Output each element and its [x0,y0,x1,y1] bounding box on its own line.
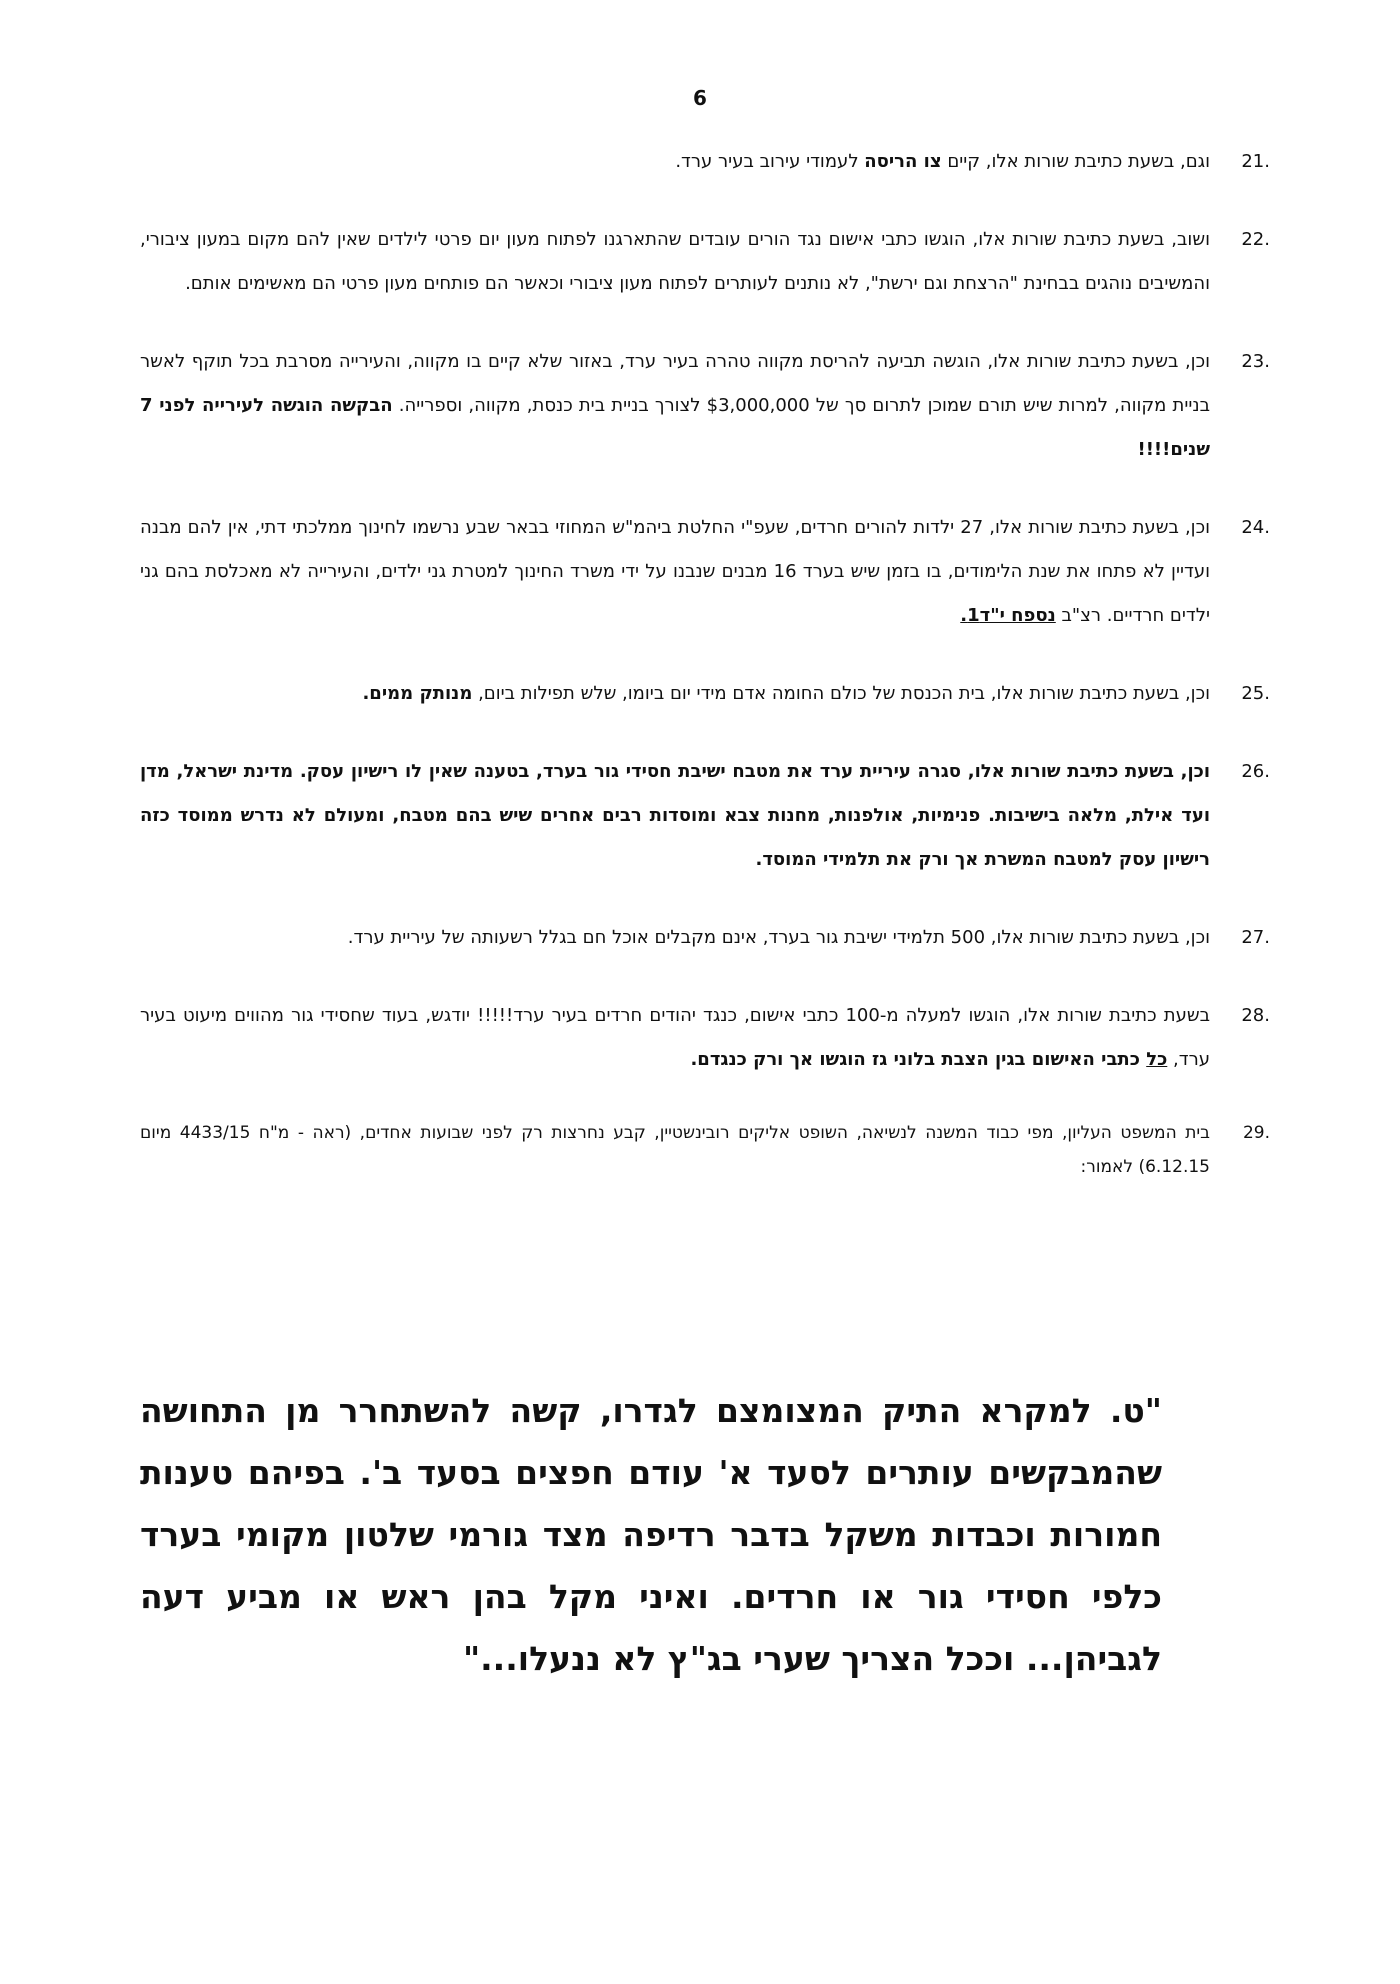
paragraph-number: 29. [1242,1123,1270,1143]
paragraph-number: 28. [1241,1005,1270,1026]
paragraph-text: נספח י"ד1. [960,605,1056,626]
paragraph-number: 23. [1241,351,1270,372]
court-quote: "ט. למקרא התיק המצומצם לגדרו, קשה להשתחרר מן התחושה שהמבקשים עותרים לסעד א' עודם חפצים בסעד ב'. בפיהם טענות חמורות וכבדות משקל בדבר רדיפה מצד גורמי שלטון מקומי בערד כלפי חסידי גור או חרדים. ואיני מקל בהן ראש או מביע דעה לגביהן... וככל הצריך שערי בג"ץ לא ננעלו..." [140,1391,1162,1678]
paragraph-text: צו הריסה [864,151,942,172]
numbered-paragraphs [140,140,1270,1218]
paragraph-26 [140,750,1270,882]
paragraph-24 [140,506,1270,638]
paragraph-29 [140,1116,1270,1184]
paragraph-text: וגם, בשעת כתיבת שורות אלו, קיים [941,151,1210,172]
paragraph-number: 22. [1241,229,1270,250]
paragraph-text: מנותק ממים. [362,683,473,704]
paragraph-text: בשעת כתיבת שורות אלו, הוגשו למעלה מ-100 כתבי אישום, כנגד יהודים חרדים בעיר ערד!!!!! יודגש, בעוד שחסידי גור מהווים מיעוט בעיר ערד, [140,1005,1211,1070]
paragraph-number: 27. [1241,927,1270,948]
paragraph-21 [140,140,1270,184]
page-number: 6 [693,86,707,110]
paragraph-25 [140,672,1270,716]
paragraph-text: וכן, בשעת כתיבת שורות אלו, 27 ילדות להורים חרדים, שעפ"י החלטת ביהמ"ש המחוזי בבאר שבע נרשמו לחינוך ממלכתי דתי, אין להם מבנה ועדיין לא פתחו את שנת הלימודים, בו בזמן שיש בערד 16 מבנים שנבנו על ידי משרד החינוך למטרת גני ילדים, והעירייה לא מאכלסת בהם גני ילדים חרדיים. רצ"ב [140,517,1210,626]
paragraph-text: כל [1146,1049,1168,1070]
paragraph-text: לעמודי עירוב בעיר ערד. [675,151,865,172]
paragraph-text: וכן, בשעת כתיבת שורות אלו, סגרה עיריית ערד את מטבח ישיבת חסידי גור בערד, בטענה שאין לו רישיון עסק. מדינת ישראל, מדן ועד אילת, מלאה בישיבות. פנימיות, אולפנות, מחנות צבא ומוסדות רבים אחרים שיש בהם מטבח, ומעולם לא נדרש ממוסד כזה רישיון עסק למטבח המשרת אך ורק את תלמידי המוסד. [140,761,1210,870]
paragraph-number: 21. [1241,151,1270,172]
paragraph-23 [140,340,1270,472]
paragraph-number: 25. [1241,683,1270,704]
paragraph-text: וכן, בשעת כתיבת שורות אלו, הוגשה תביעה להריסת מקווה טהרה בעיר ערד, באזור שלא קיים בו מקווה, והעירייה מסרבת בכל תוקף לאשר בניית מקווה, למרות שיש תורם שמוכן לתרום סך של $3,000,000 לצורך בניית בית כנסת, מקווה, וספרייה. [140,351,1211,416]
paragraph-number: 26. [1241,761,1270,782]
paragraph-22 [140,218,1270,306]
paragraph-text: כתבי האישום בגין הצבת בלוני גז הוגשו אך ורק כנגדם. [690,1049,1147,1070]
paragraph-text: וכן, בשעת כתיבת שורות אלו, בית הכנסת של כולם החומה אדם מידי יום ביומו, שלש תפילות ביום, [472,683,1210,704]
paragraph-28 [140,994,1270,1082]
paragraph-text: וכן, בשעת כתיבת שורות אלו, 500 תלמידי ישיבת גור בערד, אינם מקבלים אוכל חם בגלל רשעותה של עיריית ערד. [347,927,1210,948]
paragraph-text: ושוב, בשעת כתיבת שורות אלו, הוגשו כתבי אישום נגד הורים עובדים שהתארגנו לפתוח מעון יום פרטי לילדים שאין להם מקום במעון ציבורי, והמשיבים נוהגים בבחינת "הרצחת וגם ירשת", לא נותנים לעותרים לפתוח מעון ציבורי וכאשר הם פותחים מעון פרטי הם מאשימים אותם. [140,229,1210,294]
paragraph-27 [140,916,1270,960]
paragraph-text: בית המשפט העליון, מפי כבוד המשנה לנשיאה, השופט אליקים רובינשטיין, קבע נחרצות רק לפני שבועות אחדים, (ראה - מ"ח 4433/15 מיום 6.12.15) לאמור: [140,1123,1210,1177]
paragraph-text: הבקשה הוגשה לעירייה לפני 7 שנים!!!! [140,395,1210,460]
paragraph-number: 24. [1241,517,1270,538]
